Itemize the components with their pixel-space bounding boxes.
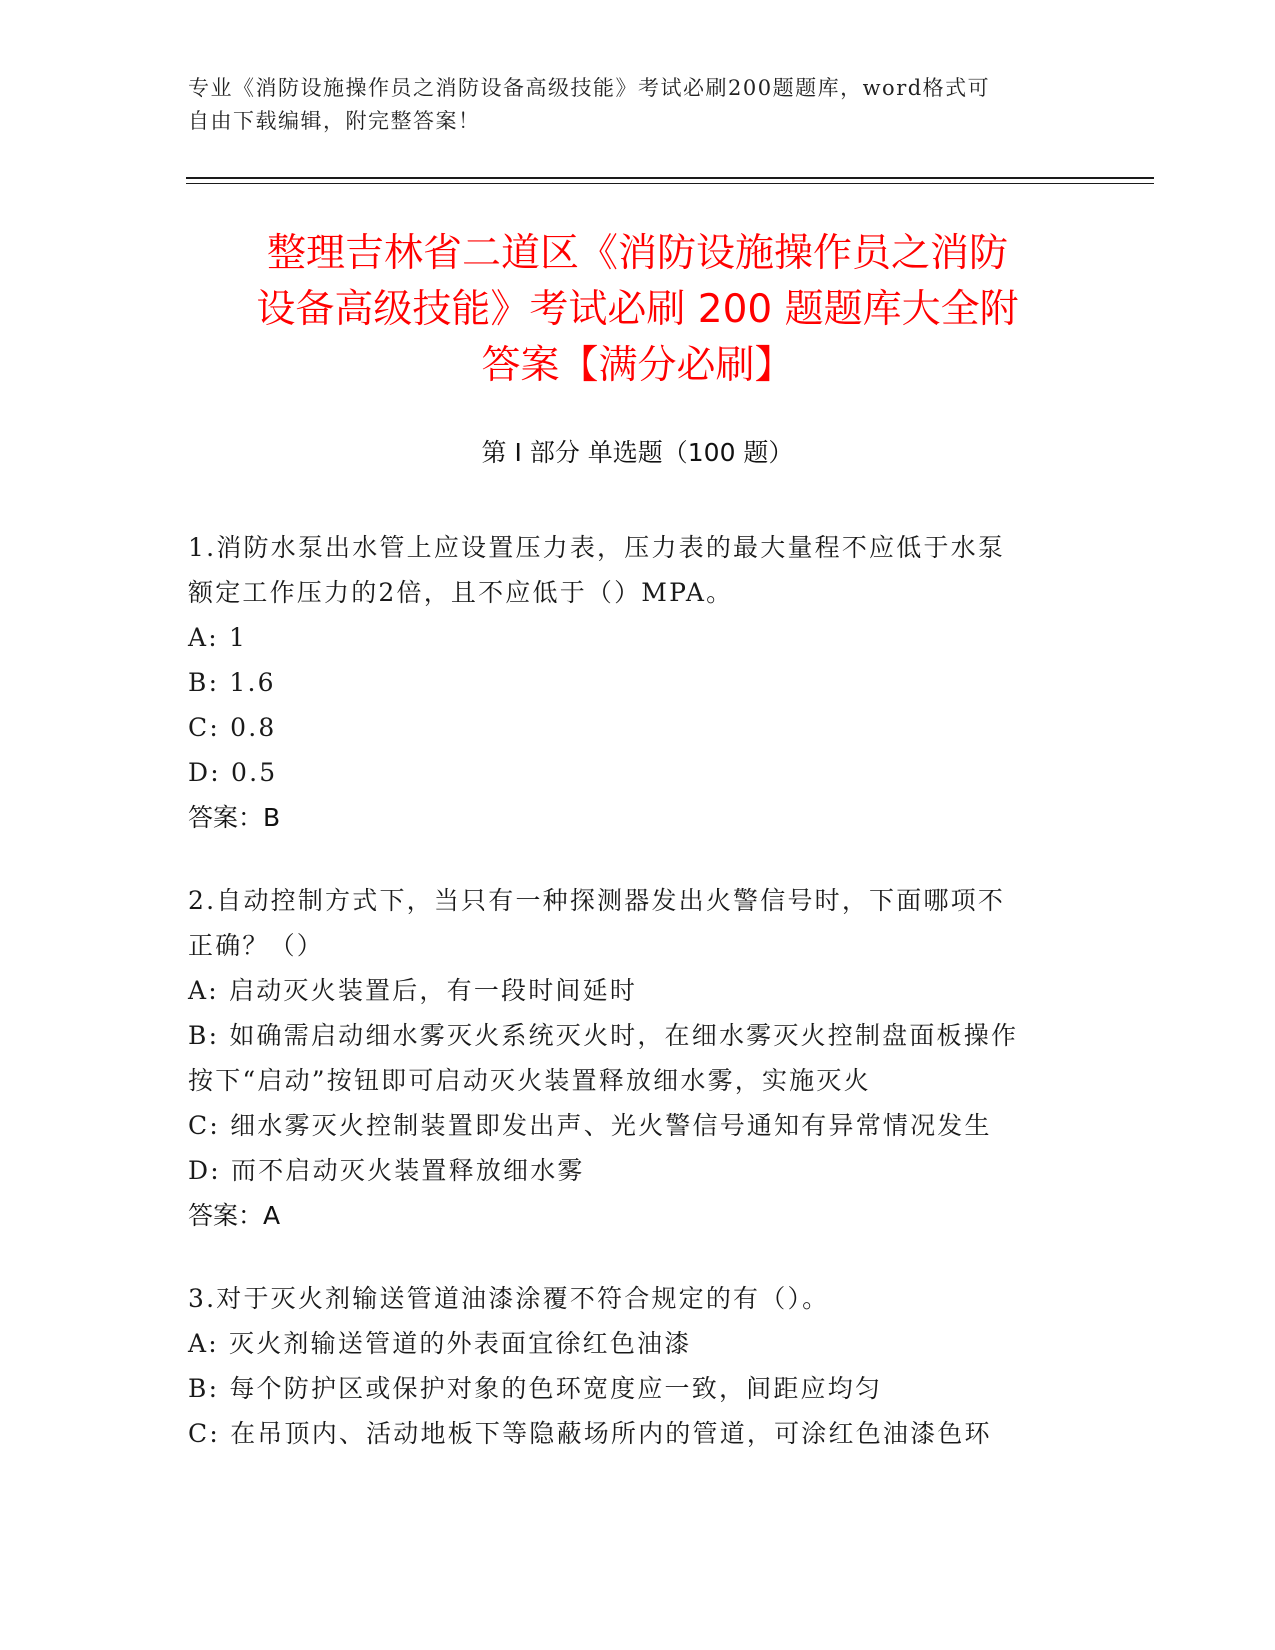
answer-label: 答案：A [188,1201,281,1230]
option-a: A: 启动灭火装置后，有一段时间延时 [188,976,638,1005]
option-c: C: 在吊顶内、活动地板下等隐蔽场所内的管道，可涂红色油漆色环 [188,1419,992,1448]
option-b: B: 每个防护区或保护对象的色环宽度应一致，间距应均匀 [188,1374,883,1403]
header-divider-thin [186,183,1154,184]
question-1 [188,525,1088,840]
header-note-line: 专业《消防设施操作员之消防设备高级技能》考试必刷200题题库，word格式可 [188,76,991,100]
option-c: C: 细水雾灭火控制装置即发出声、光火警信号通知有异常情况发生 [188,1111,992,1140]
option-b: B: 1.6 [188,668,276,697]
option-a: A: 灭火剂输送管道的外表面宜徐红色油漆 [188,1329,692,1358]
header-note-line: 自由下载编辑，附完整答案！ [188,109,481,133]
question-list [188,525,1088,1494]
option-a: A: 1 [188,623,248,652]
question-stem-line: 3.对于灭火剂输送管道油漆涂覆不符合规定的有（）。 [188,1284,830,1313]
question-stem-line: 正确？（） [188,931,325,960]
option-b-continued: 按下“启动”按钮即可启动灭火装置释放细水雾，实施灭火 [188,1066,871,1095]
option-b: B: 如确需启动细水雾灭火系统灭火时，在细水雾灭火控制盘面板操作 [188,1021,1019,1050]
title-line: 整理吉林省二道区《消防设施操作员之消防 [266,231,1008,276]
document-title [150,226,1125,394]
title-line: 设备高级技能》考试必刷 200 题题库大全附 [256,287,1019,332]
header-divider-thick [186,177,1154,179]
option-d: D: 而不启动灭火装置释放细水雾 [188,1156,585,1185]
answer-label: 答案：B [188,803,281,832]
question-stem-line: 额定工作压力的2倍，且不应低于（）MPA。 [188,578,734,607]
question-3 [188,1276,1088,1456]
question-2 [188,878,1088,1238]
question-stem-line: 2.自动控制方式下，当只有一种探测器发出火警信号时，下面哪项不 [188,886,1006,915]
option-d: D: 0.5 [188,758,278,787]
header-note [188,72,1068,138]
option-c: C: 0.8 [188,713,277,742]
section-heading: 第 I 部分 单选题（100 题） [481,438,794,467]
question-stem-line: 1.消防水泵出水管上应设置压力表，压力表的最大量程不应低于水泵 [188,533,1006,562]
title-line: 答案【满分必刷】 [481,343,794,388]
